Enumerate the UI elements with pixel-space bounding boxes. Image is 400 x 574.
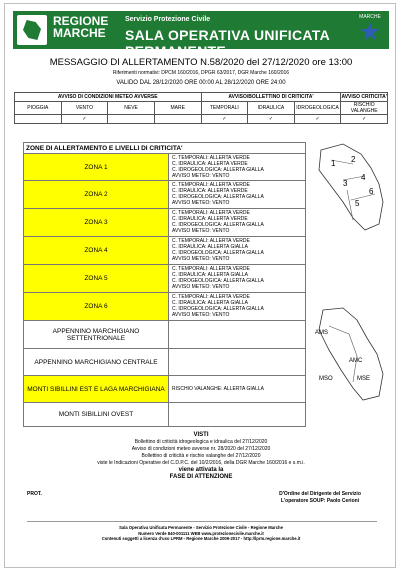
group-meteo: AVVISO DI CONDIZIONI METEO AVVERSE: [15, 93, 202, 102]
map-zone-label: 1: [331, 159, 336, 168]
footer-line: Contenuti soggetti a licenza d'uso LPRM - Regione Marche 2009-2017 - http://lprm.regione.marche.it: [101, 536, 301, 541]
zone-name: ZONA 4: [24, 237, 169, 264]
snow-area-row: [24, 403, 305, 426]
col-header: IDROGEOLOGICA: [294, 102, 341, 115]
snow-area-row: [24, 349, 305, 376]
zone-name: ZONA 2: [24, 181, 169, 208]
zone-line: AVVISO METEO: VENTO: [172, 284, 230, 290]
zone-line: C. TEMPORALI: ALLERTA VERDE: [172, 294, 250, 300]
footer-line: Numero Verde 840-001111 WEB www.protezionecivile.marche.it: [138, 530, 264, 536]
zone-row: [24, 209, 305, 237]
zone-row: [24, 293, 305, 321]
visti-line: viste le Indicazioni Operative del C.D.P.C. del 10/2/2016, della DGR Marche 160/2016 e s.m.i.: [97, 460, 305, 466]
group-valanghe: AVVISO CRITICITA': [341, 94, 387, 100]
zone-line: C. IDROGEOLOGICA: ALLERTA GIALLA: [172, 306, 264, 312]
check-cell: [154, 115, 201, 124]
zone-line: C. IDRAULICA: ALLERTA VERDE: [172, 216, 248, 222]
zone-levels: [172, 294, 264, 318]
zones-title: ZONE DI ALLERTAMENTO E LIVELLI DI CRITICITA': [24, 143, 305, 154]
civil-protection-emblem-icon: [355, 14, 385, 46]
zones-map: [313, 140, 391, 232]
alert-document: [4, 3, 396, 568]
zone-line: C. IDROGEOLOGICA: ALLERTA GIALLA: [172, 167, 264, 173]
zone-line: C. IDROGEOLOGICA: ALLERTA GIALLA: [172, 222, 264, 228]
zone-row: [24, 181, 305, 209]
check-cell: ✓: [341, 115, 388, 124]
col-header: NEVE: [108, 102, 155, 115]
zone-row: [24, 154, 305, 181]
snow-areas-map: [313, 304, 391, 404]
region-logo-icon: [17, 15, 47, 45]
brand-line1: REGIONE: [53, 14, 109, 28]
zone-line: C. IDRAULICA: ALLERTA GIALLA: [172, 300, 248, 306]
visti-section: [5, 432, 397, 481]
signature-line: D'Ordine del Dirigente del Servizio: [279, 491, 361, 497]
visti-line: viene attivata la: [178, 467, 224, 473]
map-zone-label: 6: [369, 187, 374, 196]
validity: VALIDO DAL 28/12/2020 ORE 00:00 AL 28/12/2020 ORE 24:00: [116, 80, 286, 86]
check-cell: ✓: [248, 115, 295, 124]
visti-line: Bollettino di criticità e rischio valanghe del 27/12/2020: [141, 453, 261, 459]
zone-row: [24, 265, 305, 293]
col-header: TEMPORALI: [201, 102, 248, 115]
zone-name: ZONA 3: [24, 209, 169, 236]
snow-area-row: [24, 376, 305, 403]
zone-levels: [172, 238, 264, 262]
map-zone-label: 5: [355, 199, 360, 208]
alert-phase: FASE DI ATTENZIONE: [169, 474, 233, 480]
snow-area-name: APPENNINO MARCHIGIANO CENTRALE: [24, 349, 169, 375]
protocol-label: PROT.: [27, 491, 42, 497]
snow-area-row: [24, 321, 305, 349]
zone-line: C. IDRAULICA: ALLERTA GIALLA: [172, 272, 248, 278]
map-zone-label: 3: [343, 179, 348, 188]
zone-levels: [172, 210, 264, 234]
check-cell: ✓: [61, 115, 108, 124]
zone-name: ZONA 5: [24, 265, 169, 292]
check-cell: ✓: [201, 115, 248, 124]
zone-line: AVVISO METEO: VENTO: [172, 200, 230, 206]
notice-table: [14, 92, 388, 124]
check-cell: [108, 115, 155, 124]
check-cell: [15, 115, 62, 124]
zone-line: C. IDROGEOLOGICA: ALLERTA GIALLA: [172, 250, 264, 256]
zone-line: C. TEMPORALI: ALLERTA VERDE: [172, 266, 250, 272]
footer-divider: [27, 521, 377, 522]
zone-levels: [172, 155, 264, 179]
star-icon: [360, 22, 380, 42]
snow-area-name: MONTI SIBILLINI OVEST: [24, 403, 169, 426]
visti-heading: VISTI: [193, 432, 209, 438]
brand: [53, 15, 108, 39]
zone-line: AVVISO METEO: VENTO: [172, 312, 230, 318]
message-title: MESSAGGIO DI ALLERTAMENTO N.58/2020 del 27/12/2020 ore 13:00: [49, 57, 353, 68]
references: Riferimenti normativi: DPCM 160/2016, DPGR 63/2017, DGR Marche 160/2016: [112, 70, 290, 76]
col-header: MARE: [154, 102, 201, 115]
zone-line: C. TEMPORALI: ALLERTA VERDE: [172, 155, 250, 161]
zone-line: C. IDROGEOLOGICA: ALLERTA GIALLA: [172, 194, 264, 200]
col-header: PIOGGIA: [15, 102, 62, 115]
zone-name: ZONA 6: [24, 293, 169, 320]
zone-line: C. TEMPORALI: ALLERTA VERDE: [172, 210, 250, 216]
signature-line: L'operatore SOUP: Paolo Cerioni: [280, 498, 360, 504]
zone-line: AVVISO METEO: VENTO: [172, 228, 230, 234]
check-cell: ✓: [294, 115, 341, 124]
map-zone-label: 4: [361, 173, 366, 182]
emblem-caption: MARCHE: [359, 14, 381, 20]
zone-line: AVVISO METEO: VENTO: [172, 173, 230, 179]
zone-levels: [172, 266, 264, 290]
snow-area-level: RISCHIO VALANGHE: ALLERTA GIALLA: [172, 386, 264, 392]
zone-line: AVVISO METEO: VENTO: [172, 256, 230, 262]
zone-row: [24, 237, 305, 265]
zone-line: C. IDRAULICA: ALLERTA GIALLA: [172, 244, 248, 250]
map-zone-label: 2: [351, 155, 356, 164]
visti-line: Avviso di condizioni meteo avverse nr. 28/2020 del 27/12/2020: [131, 446, 271, 452]
map-area-label: MSO: [319, 376, 333, 382]
brand-line2: MARCHE: [53, 26, 106, 40]
map-area-label: MSE: [357, 376, 371, 382]
map-area-label: AMS: [315, 330, 329, 336]
zone-line: C. TEMPORALI: ALLERTA VERDE: [172, 182, 250, 188]
region-outline: [319, 308, 383, 400]
zone-line: C. IDRAULICA: ALLERTA VERDE: [172, 188, 248, 194]
visti-line: Bollettino di criticità idrogeologica e idraulica del 27/12/2020: [134, 439, 268, 445]
footer-line: Sala Operativa Unificata Permanente - Servizio Protezione Civile - Regione Marche: [119, 525, 283, 530]
zones-table: [23, 142, 306, 427]
col-header: VENTO: [61, 102, 108, 115]
zone-line: C. IDRAULICA: ALLERTA VERDE: [172, 161, 248, 167]
zone-line: C. IDROGEOLOGICA: ALLERTA GIALLA: [172, 278, 264, 284]
zone-name: ZONA 1: [24, 154, 169, 180]
zone-levels: [172, 182, 264, 206]
col-header: IDRAULICA: [248, 102, 295, 115]
office-name: SALA OPERATIVA UNIFICATA PERMANENTE: [125, 27, 330, 59]
signature: [255, 491, 385, 505]
service-name: Servizio Protezione Civile: [125, 16, 211, 23]
zone-line: C. TEMPORALI: ALLERTA VERDE: [172, 238, 250, 244]
snow-area-name: MONTI SIBILLINI EST E LAGA MARCHIGIANA: [24, 376, 169, 402]
snow-area-name: APPENNINO MARCHIGIANO SETTENTRIONALE: [24, 321, 169, 348]
col-header: RISCHIO VALANGHE: [341, 102, 388, 115]
map-area-label: AMC: [349, 358, 363, 364]
header-banner: [13, 11, 389, 59]
group-criticita: AVVISO/BOLLETTINO DI CRITICITA': [201, 93, 341, 102]
footer: [5, 525, 397, 542]
